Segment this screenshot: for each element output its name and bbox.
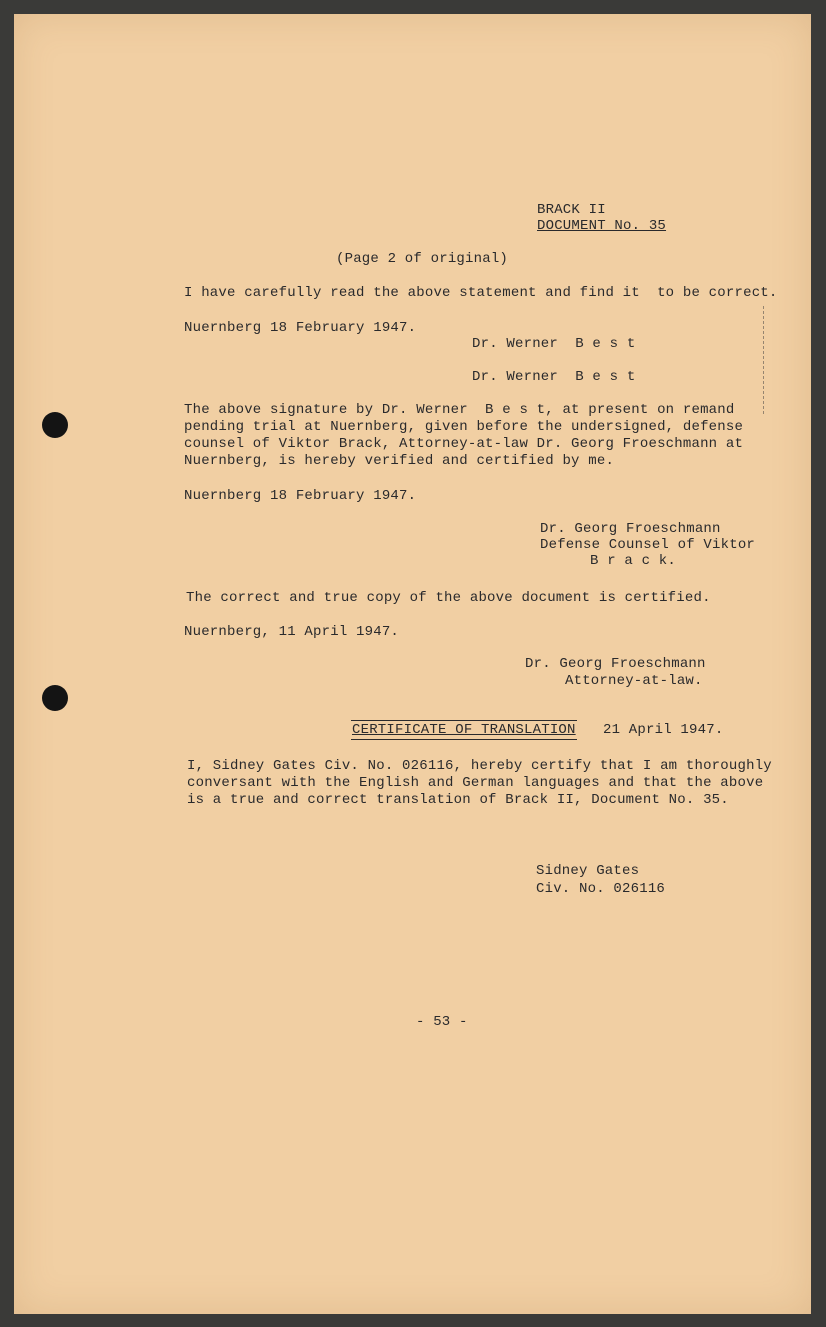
verification-line-1: The above signature by Dr. Werner B e s t, at present on remand <box>184 402 735 418</box>
signature-2: Dr. Werner B e s t <box>472 369 636 385</box>
translator-name: Sidney Gates <box>536 863 640 879</box>
copy-certified-line: The correct and true copy of the above document is certified. <box>186 590 711 606</box>
translator-civ-number: Civ. No. 026116 <box>536 881 666 897</box>
attorney-name: Dr. Georg Froeschmann <box>525 656 706 672</box>
page-number: - 53 - <box>416 1014 468 1030</box>
attorney-title: Attorney-at-law. <box>565 673 703 689</box>
verification-line-2: pending trial at Nuernberg, given before the undersigned, defense <box>184 419 744 435</box>
header-document-number: DOCUMENT No. 35 <box>537 218 667 234</box>
header-case: BRACK II <box>537 202 606 218</box>
verification-line-4: Nuernberg, is hereby verified and certified by me. <box>184 453 615 469</box>
statement-line: I have carefully read the above statement and find it to be correct. <box>184 285 778 301</box>
place-date-2: Nuernberg 18 February 1947. <box>184 488 417 504</box>
counsel-title: Defense Counsel of Viktor <box>540 537 756 553</box>
counsel-name: Dr. Georg Froeschmann <box>540 521 721 537</box>
margin-mark <box>763 306 765 414</box>
signature-1: Dr. Werner B e s t <box>472 336 636 352</box>
page-note: (Page 2 of original) <box>336 251 509 267</box>
certificate-date: 21 April 1947. <box>603 722 724 738</box>
document-page <box>14 14 811 1314</box>
place-date-1: Nuernberg 18 February 1947. <box>184 320 417 336</box>
certificate-body-line-3: is a true and correct translation of Brack II, Document No. 35. <box>187 792 729 808</box>
counsel-client: B r a c k. <box>590 553 677 569</box>
certificate-body-line-2: conversant with the English and German languages and that the above <box>187 775 764 791</box>
verification-line-3: counsel of Viktor Brack, Attorney-at-law Dr. Georg Froeschmann at <box>184 436 744 452</box>
punch-hole-top <box>42 412 68 438</box>
certificate-title: CERTIFICATE OF TRANSLATION <box>352 722 576 738</box>
place-date-3: Nuernberg, 11 April 1947. <box>184 624 400 640</box>
punch-hole-bottom <box>42 685 68 711</box>
certificate-body-line-1: I, Sidney Gates Civ. No. 026116, hereby certify that I am thoroughly <box>187 758 772 774</box>
